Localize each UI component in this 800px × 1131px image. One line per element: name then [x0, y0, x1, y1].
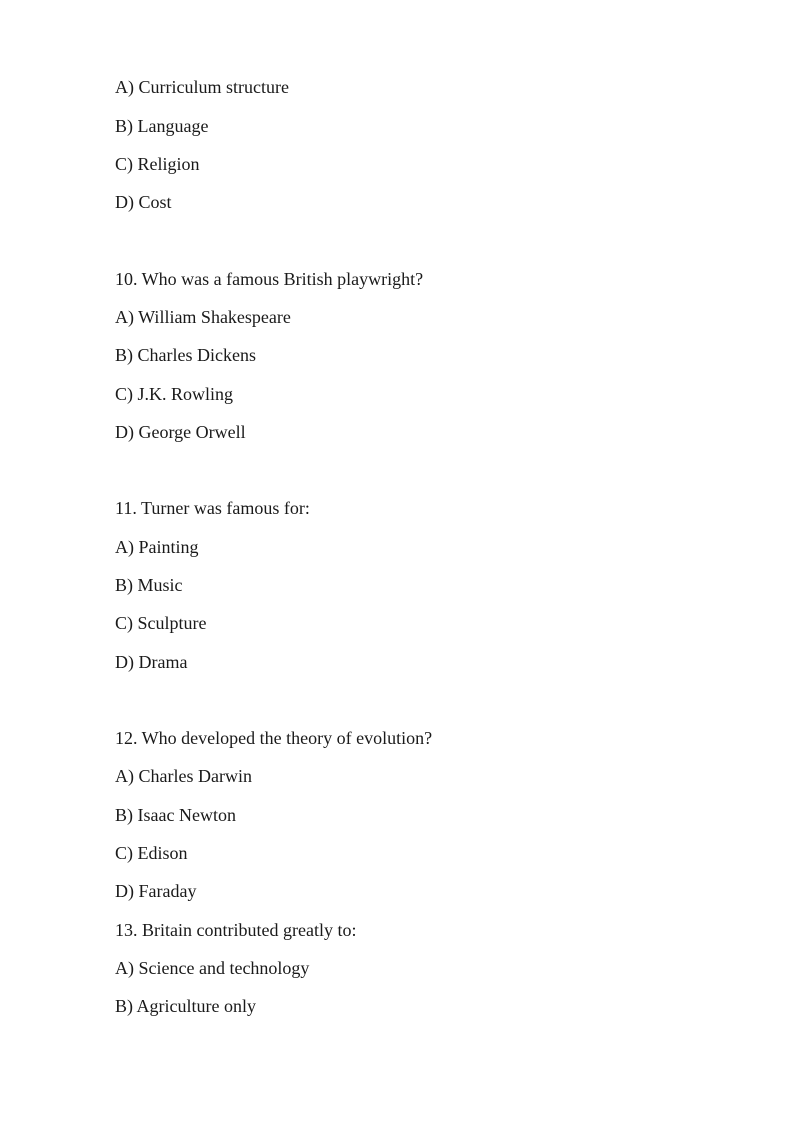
q12-option-a: A) Charles Darwin: [115, 766, 252, 786]
q11-question: 11. Turner was famous for:: [115, 498, 310, 518]
q9-option-b: B) Language: [115, 116, 209, 136]
q9-option-d: D) Cost: [115, 192, 172, 212]
q11-option-a: A) Painting: [115, 537, 199, 557]
q10-question: 10. Who was a famous British playwright?: [115, 269, 424, 289]
q10-option-c: C) J.K. Rowling: [115, 384, 234, 404]
q10-option-b: B) Charles Dickens: [115, 345, 256, 365]
q12-option-b: B) Isaac Newton: [115, 805, 236, 825]
q12-option-d: D) Faraday: [115, 881, 197, 901]
q12-option-c: C) Edison: [115, 843, 188, 863]
q10-option-a: A) William Shakespeare: [115, 307, 291, 327]
q12-question: 12. Who developed the theory of evolution?: [115, 728, 433, 748]
q13-question: 13. Britain contributed greatly to:: [115, 920, 357, 940]
q13-option-b: B) Agriculture only: [115, 996, 256, 1016]
q11-option-c: C) Sculpture: [115, 613, 207, 633]
q11-option-b: B) Music: [115, 575, 183, 595]
q9-option-a: A) Curriculum structure: [115, 77, 289, 97]
q10-option-d: D) George Orwell: [115, 422, 246, 442]
q11-option-d: D) Drama: [115, 652, 188, 672]
q9-option-c: C) Religion: [115, 154, 200, 174]
q13-option-a: A) Science and technology: [115, 958, 310, 978]
